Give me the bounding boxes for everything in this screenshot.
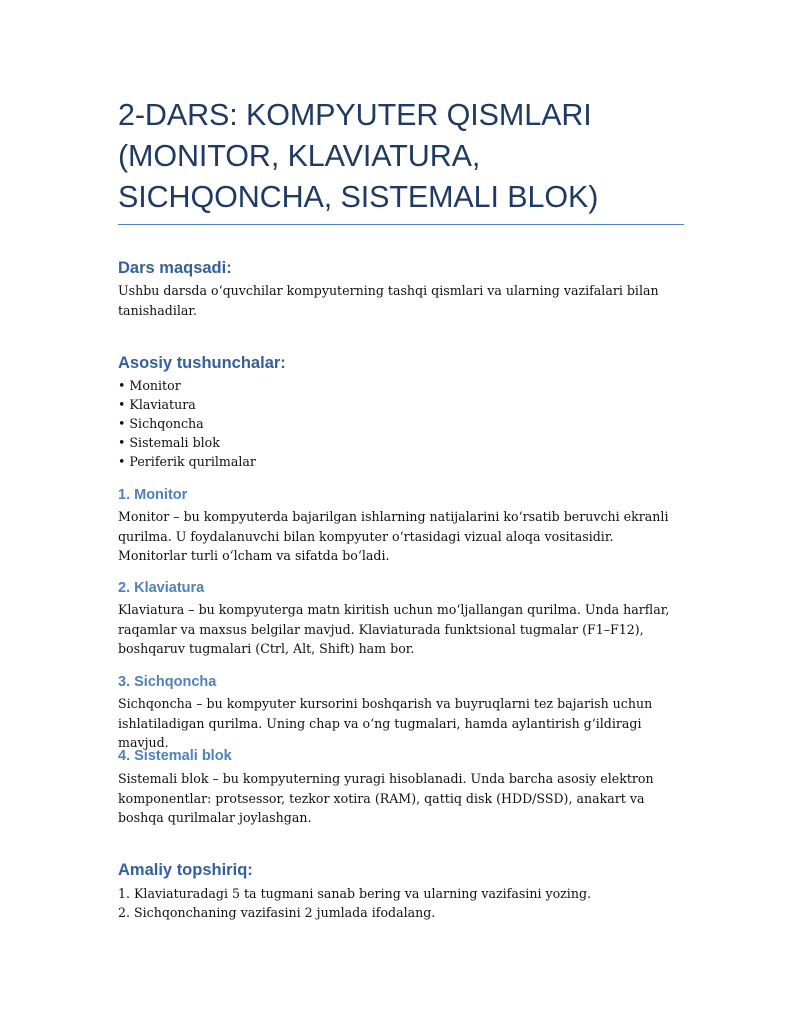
- practice-heading: Amaliy topshiriq:: [118, 861, 253, 879]
- list-item: • Klaviatura: [118, 397, 196, 412]
- practice-list: [118, 884, 591, 922]
- section-heading-system-unit: 4. Sistemali blok: [118, 748, 232, 764]
- section-text-system-unit: Sistemali blok – bu kompyuterning yuragi hisoblanadi. Unda barcha asosiy elektron komponentlar: protsessor, tezkor xotira (RAM), qattiq disk (HDD/SSD), anakart va boshqa qurilmalar joylashgan.: [118, 771, 654, 825]
- list-item: • Monitor: [118, 378, 181, 393]
- concepts-list: [118, 376, 256, 471]
- list-item: • Sistemali blok: [118, 435, 220, 450]
- list-item: • Sichqoncha: [118, 416, 204, 431]
- section-heading-mouse: 3. Sichqoncha: [118, 674, 217, 690]
- list-item: 1. Klaviaturadagi 5 ta tugmani sanab bering va ularning vazifasini yozing.: [118, 886, 592, 901]
- goal-heading: Dars maqsadi:: [118, 259, 232, 277]
- list-item: • Periferik qurilmalar: [118, 454, 256, 469]
- section-heading-keyboard: 2. Klaviatura: [118, 580, 205, 596]
- section-text-mouse: Sichqoncha – bu kompyuter kursorini boshqarish va buyruqlarni tez bajarish uchun ishlatiladigan qurilma. Uning chap va o‘ng tugmalari, hamda aylantirish g‘ildiragi mavjud.: [118, 696, 653, 750]
- goal-text: Ushbu darsda o‘quvchilar kompyuterning tashqi qismlari va ularning vazifalari bilan tanishadilar.: [118, 283, 659, 318]
- section-text-keyboard: Klaviatura – bu kompyuterga matn kiritish uchun mo‘ljallangan qurilma. Unda harflar, raqamlar va maxsus belgilar mavjud. Klaviaturada funktsional tugmalar (F1–F12), boshqaruv tugmalari (Ctrl, Alt, Shift) ham bor.: [118, 602, 670, 656]
- page-title: 2-DARS: KOMPYUTER QISMLARI (MONITOR, KLAVIATURA, SICHQONCHA, SISTEMALI BLOK): [118, 98, 599, 214]
- section-heading-monitor: 1. Monitor: [118, 487, 188, 503]
- section-text-monitor: Monitor – bu kompyuterda bajarilgan ishlarning natijalarini ko‘rsatib beruvchi ekranli qurilma. U foydalanuvchi bilan kompyuter o‘rtasidagi vizual aloqa vositasidir. Monitorlar turli o‘lcham va sifatda bo‘ladi.: [118, 509, 669, 563]
- list-item: 2. Sichqonchaning vazifasini 2 jumlada ifodalang.: [118, 905, 436, 920]
- title-divider: [118, 224, 684, 225]
- concepts-heading: Asosiy tushunchalar:: [118, 354, 286, 372]
